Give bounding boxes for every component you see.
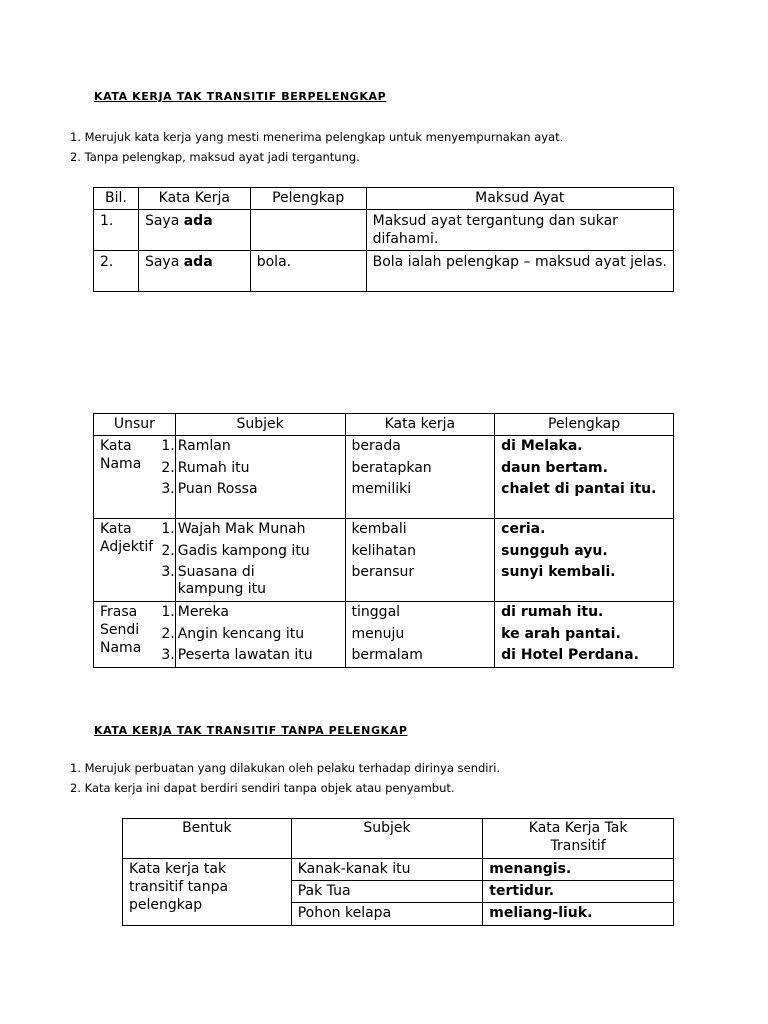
row-number: 2. xyxy=(161,542,175,559)
pelengkap-text: daun bertam. xyxy=(501,459,608,476)
pelengkap-text: chalet di pantai itu. xyxy=(501,481,657,497)
table3-header-subjek: Subjek xyxy=(291,819,483,859)
pelengkap-text: ke arah pantai. xyxy=(501,625,621,642)
pelengkap-cell xyxy=(495,519,674,602)
row-number: 2. xyxy=(161,625,175,642)
subjek-cell xyxy=(175,436,345,519)
kata-kerja-cell xyxy=(483,903,674,926)
row-number: 1. xyxy=(161,438,175,454)
row-number: 2. xyxy=(161,459,175,476)
kata-kerja-text: Saya xyxy=(144,254,184,270)
kata-kerja-text: menangis. xyxy=(489,861,572,877)
row-number: 3. xyxy=(161,564,175,580)
table-kata-kerja-berpelengkap xyxy=(93,187,674,292)
table1-cell-bil: 2. xyxy=(94,251,139,292)
kata-kerja-bold: ada xyxy=(183,254,213,270)
table1-header-row xyxy=(94,188,674,210)
table2-header-kata-kerja: Kata kerja xyxy=(345,414,495,436)
kata-kerja-cell xyxy=(483,859,674,881)
kata-kerja-text: beratapkan xyxy=(351,459,432,476)
subjek-text: Rumah itu xyxy=(177,459,250,476)
section1-point-2: 2. Tanpa pelengkap, maksud ayat jadi tergantung. xyxy=(70,150,360,164)
unsur-label: Kata Adjektif xyxy=(100,521,154,555)
table1-cell-pelengkap: bola. xyxy=(250,251,366,292)
pelengkap-cell xyxy=(495,602,674,668)
kata-kerja-cell xyxy=(483,881,674,903)
table-row xyxy=(123,859,674,881)
kata-kerja-text: meliang-liuk. xyxy=(489,905,593,921)
pelengkap-text: di Melaka. xyxy=(501,438,583,454)
pelengkap-text: sungguh ayu. xyxy=(501,542,608,559)
unsur-label: Kata Nama xyxy=(100,438,142,472)
kata-kerja-cell xyxy=(345,519,495,602)
table2-header-pelengkap: Pelengkap xyxy=(495,414,674,436)
table-tanpa-pelengkap xyxy=(122,818,674,926)
table3-header-bentuk: Bentuk xyxy=(123,819,292,859)
kata-kerja-text: tertidur. xyxy=(489,883,555,899)
table-row xyxy=(94,210,674,251)
bentuk-cell: Kata kerja tak transitif tanpa pelengkap xyxy=(123,859,292,926)
table2-header-unsur: Unsur xyxy=(94,414,176,436)
section1-point-1: 1. Merujuk kata kerja yang mesti menerima pelengkap untuk menyempurnakan ayat. xyxy=(70,130,564,144)
kata-kerja-text: beransur xyxy=(351,564,415,580)
subjek-cell: Pak Tua xyxy=(291,881,483,903)
table2-header-subjek: Subjek xyxy=(175,414,345,436)
subjek-cell xyxy=(175,602,345,668)
kata-kerja-text: kembali xyxy=(351,521,407,537)
table1-header-pelengkap: Pelengkap xyxy=(250,188,366,210)
unsur-cell-frasa-sendi-nama xyxy=(94,602,176,668)
kata-kerja-cell xyxy=(345,436,495,519)
kata-kerja-text: Saya xyxy=(144,213,184,229)
table-row xyxy=(94,519,674,602)
row-number: 1. xyxy=(161,604,175,620)
table1-cell-pelengkap xyxy=(250,210,366,251)
table-row xyxy=(94,602,674,668)
subjek-text: Suasana di kampung itu xyxy=(177,564,267,597)
table-row xyxy=(94,251,674,292)
table3-header-row xyxy=(123,819,674,859)
kata-kerja-text: kelihatan xyxy=(351,542,416,559)
section2-points xyxy=(70,758,500,798)
kata-kerja-text: tinggal xyxy=(351,604,401,620)
unsur-label: Frasa Sendi Nama xyxy=(100,604,142,656)
table1-header-maksud-ayat: Maksud Ayat xyxy=(366,188,673,210)
subjek-text: Mereka xyxy=(177,604,229,620)
table1-cell-maksud: Bola ialah pelengkap – maksud ayat jelas. xyxy=(366,251,673,292)
pelengkap-text: sunyi kembali. xyxy=(501,564,616,580)
subjek-text: Puan Rossa xyxy=(177,481,258,497)
unsur-cell-kata-adjektif xyxy=(94,519,176,602)
pelengkap-text: di Hotel Perdana. xyxy=(501,647,639,663)
kata-kerja-text: bermalam xyxy=(351,647,423,663)
section1-points xyxy=(70,127,563,167)
unsur-cell-kata-nama xyxy=(94,436,176,519)
kata-kerja-text: memiliki xyxy=(351,481,412,497)
pelengkap-text: di rumah itu. xyxy=(501,604,604,620)
table1-cell-kata-kerja xyxy=(138,251,250,292)
row-number: 3. xyxy=(161,647,175,663)
subjek-cell: Pohon kelapa xyxy=(291,903,483,926)
section1-title: KATA KERJA TAK TRANSITIF BERPELENGKAP xyxy=(94,90,387,103)
table1-header-kata-kerja: Kata Kerja xyxy=(138,188,250,210)
row-number: 1. xyxy=(161,521,175,537)
table-row xyxy=(94,436,674,519)
pelengkap-cell xyxy=(495,436,674,519)
kata-kerja-cell xyxy=(345,602,495,668)
section2-point-2: 2. Kata kerja ini dapat berdiri sendiri tanpa objek atau penyambut. xyxy=(70,781,455,795)
subjek-text: Wajah Mak Munah xyxy=(177,521,306,537)
pelengkap-text: ceria. xyxy=(501,521,546,537)
subjek-text: Ramlan xyxy=(177,438,231,454)
subjek-cell xyxy=(175,519,345,602)
kata-kerja-bold: ada xyxy=(183,213,213,229)
subjek-text: Gadis kampong itu xyxy=(177,542,310,559)
table1-cell-bil: 1. xyxy=(94,210,139,251)
subjek-text: Angin kencang itu xyxy=(177,625,305,642)
table1-cell-kata-kerja xyxy=(138,210,250,251)
table1-cell-maksud: Maksud ayat tergantung dan sukar difahami. xyxy=(366,210,673,251)
row-number: 3. xyxy=(161,481,175,497)
table-unsur-pelengkap xyxy=(93,413,674,668)
section2-title: KATA KERJA TAK TRANSITIF TANPA PELENGKAP xyxy=(94,724,408,737)
subjek-text: Peserta lawatan itu xyxy=(177,647,313,663)
kata-kerja-text: berada xyxy=(351,438,401,454)
kata-kerja-text: menuju xyxy=(351,625,405,642)
table3-header-kata-kerja: Kata Kerja Tak Transitif xyxy=(483,819,674,859)
section2-point-1: 1. Merujuk perbuatan yang dilakukan oleh pelaku terhadap dirinya sendiri. xyxy=(70,761,501,775)
table2-header-row xyxy=(94,414,674,436)
subjek-cell: Kanak-kanak itu xyxy=(291,859,483,881)
table1-header-bil: Bil. xyxy=(94,188,139,210)
